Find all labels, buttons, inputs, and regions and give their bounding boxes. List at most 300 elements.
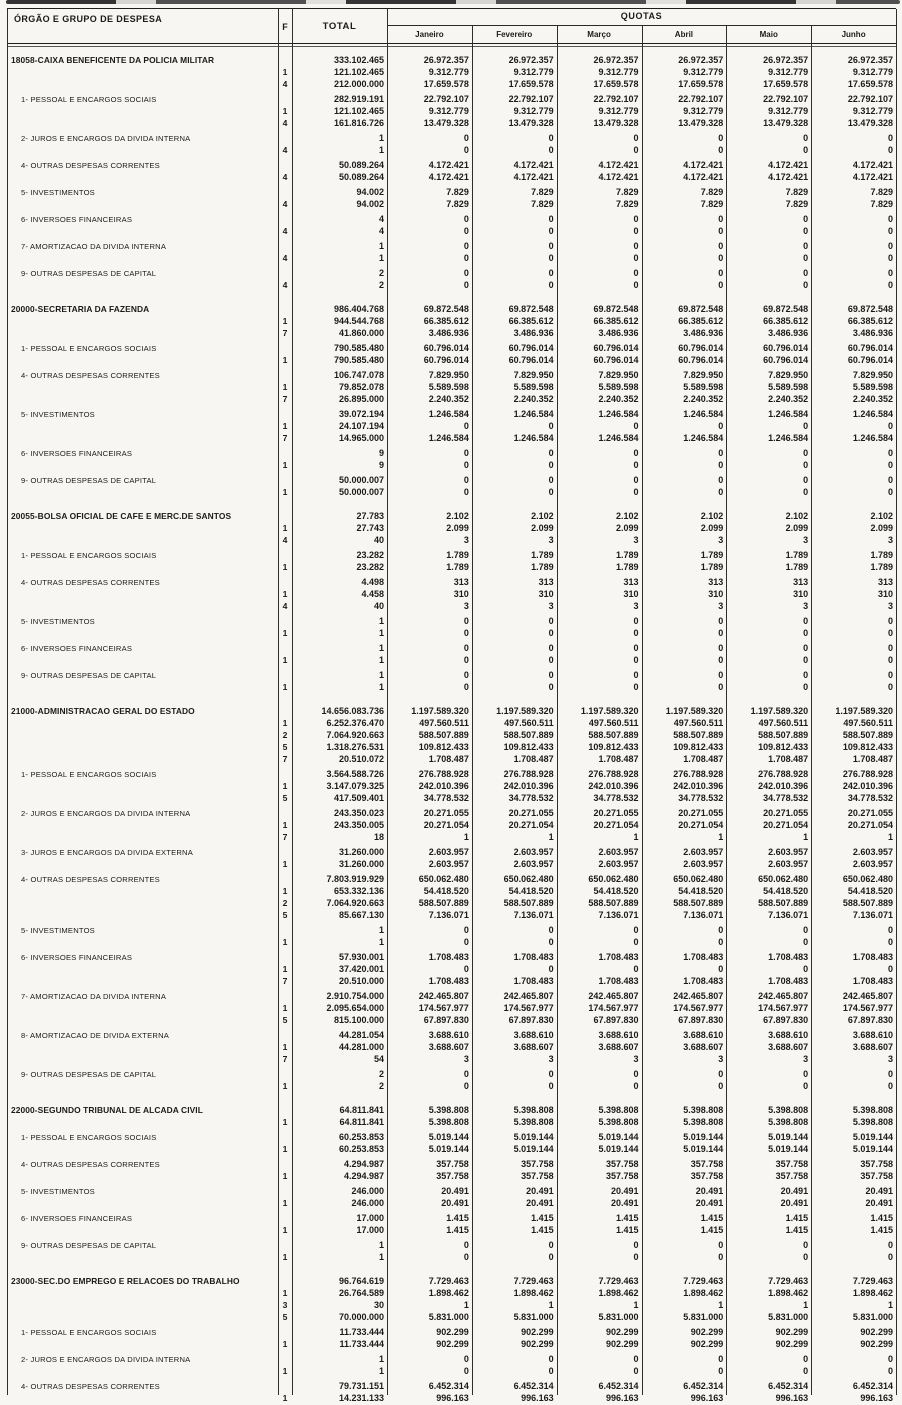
month-quota-cell: 7.729.463 (513, 1276, 554, 1286)
month-quota-cell: 1.898.462 (852, 1288, 893, 1298)
month-quota-cell: 0 (633, 253, 639, 263)
month-quota-cell: 0 (803, 682, 809, 692)
month-quota-cell: 276.788.928 (673, 769, 724, 779)
total-cell: 4 (378, 226, 384, 236)
month-quota-cell: 242.010.396 (418, 781, 469, 791)
month-quota-cell: 7.829 (700, 187, 724, 197)
budget-section (7, 1104, 896, 1263)
month-quota-cell: 1.789 (870, 550, 893, 560)
month-quota-cell: 0 (548, 1252, 554, 1262)
month-quota-cell: 4.172.421 (513, 160, 554, 170)
month-quota-cell: 588.507.889 (503, 730, 554, 740)
expense-group-label: 9- OUTRAS DESPESAS DE CAPITAL (21, 268, 157, 278)
total-cell: 1 (378, 670, 384, 680)
month-quota-cell: 20.491 (695, 1198, 724, 1208)
month-quota-cell: 0 (548, 616, 554, 626)
fund-code-cell: 1 (282, 382, 288, 392)
table-row (7, 420, 896, 432)
month-quota-cell: 2.603.957 (428, 859, 469, 869)
total-cell: 23.282 (356, 550, 384, 560)
table-row (7, 105, 896, 117)
month-quota-cell: 5.019.144 (513, 1144, 554, 1154)
month-quota-cell: 1.415 (446, 1213, 469, 1223)
month-quota-cell: 0 (718, 448, 724, 458)
total-cell: 26.764.589 (338, 1288, 384, 1298)
month-quota-cell: 174.567.977 (758, 1003, 809, 1013)
month-quota-cell: 7.829 (531, 199, 554, 209)
month-quota-cell: 3 (633, 1054, 639, 1064)
month-quota-cell: 276.788.928 (418, 769, 469, 779)
fund-code-cell: 4 (282, 535, 288, 545)
month-quota-cell: 313 (793, 577, 809, 587)
month-quota-cell: 6.452.314 (683, 1381, 724, 1391)
org-name: 22000-SEGUNDO TRIBUNAL DE ALCADA CIVIL (11, 1105, 203, 1115)
month-quota-cell: 7.729.463 (683, 1276, 724, 1286)
month-quota-cell: 7.829.950 (598, 370, 639, 380)
month-quota-cell: 0 (633, 682, 639, 692)
month-quota-cell: 242.465.807 (588, 991, 639, 1001)
month-quota-cell: 0 (718, 670, 724, 680)
month-quota-cell: 20.271.055 (423, 808, 469, 818)
month-quota-cell: 0 (633, 487, 639, 497)
table-row (7, 1053, 896, 1065)
month-quota-cell: 20.271.054 (678, 820, 724, 830)
table-row (7, 267, 896, 279)
month-quota-cell: 0 (887, 280, 893, 290)
month-quota-cell: 22.792.107 (423, 94, 469, 104)
fund-code-cell: 1 (282, 1042, 288, 1052)
column-header-orgao: ÓRGÃO E GRUPO DE DESPESA (14, 14, 163, 24)
fund-code-cell: 7 (282, 832, 288, 842)
fund-code-cell: 1 (282, 859, 288, 869)
month-quota-cell: 5.398.808 (428, 1105, 469, 1115)
month-quota-cell: 0 (633, 643, 639, 653)
month-quota-cell: 0 (633, 1354, 639, 1364)
month-quota-cell: 3 (548, 535, 554, 545)
month-quota-cell: 1.708.487 (428, 754, 469, 764)
month-quota-cell: 1.415 (531, 1225, 554, 1235)
table-row (7, 1338, 896, 1350)
month-quota-cell: 7.829 (870, 187, 893, 197)
month-quota-cell: 13.479.328 (423, 118, 469, 128)
month-quota-cell: 1.898.462 (598, 1288, 639, 1298)
month-quota-cell: 20.271.054 (508, 820, 554, 830)
month-quota-cell: 174.567.977 (842, 1003, 893, 1013)
table-row (7, 1185, 896, 1197)
month-quota-cell: 0 (633, 1069, 639, 1079)
month-quota-cell: 0 (633, 214, 639, 224)
month-quota-cell: 60.796.014 (593, 343, 639, 353)
total-cell: 94.002 (356, 199, 384, 209)
month-quota-cell: 0 (463, 1354, 469, 1364)
table-row (7, 1014, 896, 1026)
total-cell: 27.743 (356, 523, 384, 533)
column-header-f: F (282, 22, 288, 32)
month-quota-cell: 7.729.463 (428, 1276, 469, 1286)
table-row (7, 909, 896, 921)
fund-code-cell: 4 (282, 253, 288, 263)
expense-group-label: 2- JUROS E ENCARGOS DA DIVIDA INTERNA (21, 808, 191, 818)
total-cell: 30 (373, 1300, 384, 1310)
expense-group-label: 9- OUTRAS DESPESAS DE CAPITAL (21, 1240, 157, 1250)
month-quota-cell: 3.486.936 (683, 328, 724, 338)
month-quota-cell: 0 (718, 1252, 724, 1262)
month-quota-cell: 13.479.328 (763, 118, 809, 128)
table-row (7, 1311, 896, 1323)
month-quota-cell: 1.415 (785, 1225, 809, 1235)
month-quota-cell: 7.829 (615, 187, 639, 197)
month-quota-cell: 3.688.607 (598, 1042, 639, 1052)
table-row (7, 654, 896, 666)
month-quota-cell: 0 (548, 133, 554, 143)
month-quota-cell: 1.708.483 (513, 952, 554, 962)
month-quota-cell: 6.452.314 (598, 1381, 639, 1391)
total-cell: 79.731.151 (338, 1381, 384, 1391)
month-quota-cell: 4.172.421 (513, 172, 554, 182)
month-quota-cell: 0 (718, 964, 724, 974)
month-quota-cell: 5.831.000 (683, 1312, 724, 1322)
expense-group-label: 1- PESSOAL E ENCARGOS SOCIAIS (21, 550, 157, 560)
month-quota-cell: 109.812.433 (588, 742, 639, 752)
table-row (7, 486, 896, 498)
fund-code-cell: 4 (282, 601, 288, 611)
table-row (7, 729, 896, 741)
month-quota-cell: 2.102 (615, 511, 639, 521)
month-quota-cell: 0 (718, 214, 724, 224)
month-quota-cell: 0 (887, 1366, 893, 1376)
month-quota-cell: 174.567.977 (503, 1003, 554, 1013)
month-quota-cell: 0 (548, 1069, 554, 1079)
month-quota-cell: 0 (548, 925, 554, 935)
month-quota-cell: 1.789 (785, 550, 809, 560)
month-quota-cell: 67.897.830 (423, 1015, 469, 1025)
month-quota-cell: 0 (803, 133, 809, 143)
month-quota-cell: 310 (538, 589, 554, 599)
month-quota-cell: 0 (463, 475, 469, 485)
month-quota-cell: 5.831.000 (768, 1312, 809, 1322)
month-quota-cell: 2.603.957 (598, 847, 639, 857)
month-quota-cell: 60.796.014 (678, 355, 724, 365)
fund-code-cell: 5 (282, 793, 288, 803)
total-cell: 121.102.465 (333, 106, 384, 116)
month-quota-cell: 5.831.000 (852, 1312, 893, 1322)
month-quota-cell: 1.708.487 (768, 754, 809, 764)
month-quota-cell: 1.246.584 (428, 409, 469, 419)
month-quota-cell: 60.796.014 (508, 355, 554, 365)
month-quota-cell: 902.299 (521, 1327, 554, 1337)
month-quota-cell: 242.010.396 (503, 781, 554, 791)
month-quota-cell: 0 (718, 268, 724, 278)
table-row (7, 924, 896, 936)
month-quota-cell: 9.312.779 (598, 67, 639, 77)
month-quota-cell: 0 (803, 448, 809, 458)
month-quota-cell: 67.897.830 (678, 1015, 724, 1025)
month-quota-cell: 242.465.807 (758, 991, 809, 1001)
month-quota-cell: 0 (803, 655, 809, 665)
month-quota-cell: 0 (887, 616, 893, 626)
fund-code-cell: 1 (282, 1003, 288, 1013)
table-row (7, 1380, 896, 1392)
month-quota-cell: 22.792.107 (678, 94, 724, 104)
month-quota-cell: 20.491 (526, 1186, 554, 1196)
month-quota-cell: 0 (887, 655, 893, 665)
fund-code-cell: 4 (282, 145, 288, 155)
month-quota-cell: 5.589.598 (852, 382, 893, 392)
month-quota-cell: 1.197.589.320 (750, 706, 809, 716)
fund-code-cell: 7 (282, 1054, 288, 1064)
total-cell: 944.544.768 (333, 316, 384, 326)
table-row (7, 990, 896, 1002)
month-quota-cell: 34.778.532 (678, 793, 724, 803)
month-quota-cell: 1.708.483 (852, 976, 893, 986)
month-quota-cell: 26.972.357 (508, 55, 554, 65)
table-row (7, 252, 896, 264)
month-quota-cell: 9.312.779 (852, 67, 893, 77)
month-quota-cell: 1 (803, 832, 809, 842)
month-quota-cell: 0 (887, 253, 893, 263)
table-row (7, 627, 896, 639)
month-quota-cell: 7.829.950 (428, 370, 469, 380)
fund-code-cell: 2 (282, 898, 288, 908)
month-quota-cell: 0 (718, 280, 724, 290)
column-header-total: TOTAL (322, 21, 357, 32)
month-quota-cell: 5.019.144 (768, 1132, 809, 1142)
month-quota-cell: 0 (463, 937, 469, 947)
month-quota-cell: 2.603.957 (768, 847, 809, 857)
fund-code-cell: 2 (282, 730, 288, 740)
month-quota-cell: 497.560.511 (588, 718, 639, 728)
month-quota-cell: 0 (548, 268, 554, 278)
total-cell: 20.510.072 (338, 754, 384, 764)
month-quota-cell: 996.163 (775, 1393, 809, 1403)
month-quota-cell: 5.019.144 (513, 1132, 554, 1142)
month-quota-cell: 9.312.779 (683, 106, 724, 116)
month-quota-cell: 497.560.511 (504, 718, 554, 728)
fund-code-cell: 1 (282, 655, 288, 665)
month-quota-cell: 5.019.144 (768, 1144, 809, 1154)
month-quota-cell: 5.019.144 (852, 1144, 893, 1154)
month-quota-cell: 0 (633, 1252, 639, 1262)
month-quota-cell: 67.897.830 (847, 1015, 893, 1025)
month-quota-cell: 0 (803, 268, 809, 278)
month-quota-cell: 0 (718, 241, 724, 251)
month-quota-cell: 357.758 (860, 1171, 893, 1181)
month-quota-cell: 0 (887, 1069, 893, 1079)
month-quota-cell: 3.486.936 (428, 328, 469, 338)
month-quota-cell: 0 (887, 1252, 893, 1262)
month-quota-cell: 1 (548, 832, 554, 842)
month-quota-cell: 0 (548, 214, 554, 224)
table-row (7, 1029, 896, 1041)
table-row (7, 705, 896, 717)
table-row (7, 1041, 896, 1053)
month-quota-cell: 3.688.610 (428, 1030, 469, 1040)
month-quota-cell: 588.507.889 (758, 730, 809, 740)
month-quota-cell: 1.789 (531, 550, 554, 560)
month-quota-cell: 0 (633, 241, 639, 251)
month-quota-cell: 996.163 (690, 1393, 724, 1403)
fund-code-cell: 1 (282, 67, 288, 77)
month-quota-cell: 0 (718, 487, 724, 497)
total-cell: 3.147.079.325 (326, 781, 384, 791)
fund-code-cell: 5 (282, 742, 288, 752)
total-cell: 44.281.054 (338, 1030, 384, 1040)
month-quota-cell: 0 (463, 460, 469, 470)
month-quota-cell: 7.829 (870, 199, 893, 209)
month-quota-cell: 0 (463, 628, 469, 638)
fund-code-cell: 1 (282, 1225, 288, 1235)
month-quota-cell: 310 (453, 589, 469, 599)
month-quota-cell: 2.603.957 (598, 859, 639, 869)
fund-code-cell: 4 (282, 280, 288, 290)
table-row (7, 873, 896, 885)
month-quota-cell: 66.385.612 (847, 316, 893, 326)
total-cell: 1 (378, 1366, 384, 1376)
month-quota-cell: 69.872.548 (508, 304, 554, 314)
month-quota-cell: 3.688.610 (852, 1030, 893, 1040)
month-quota-cell: 0 (718, 616, 724, 626)
month-quota-cell: 1.708.483 (768, 976, 809, 986)
fund-code-cell: 1 (282, 781, 288, 791)
month-quota-cell: 13.479.328 (847, 118, 893, 128)
total-cell: 1 (378, 682, 384, 692)
total-cell: 1.318.276.531 (326, 742, 384, 752)
expense-group-label: 4- OUTRAS DESPESAS CORRENTES (21, 874, 160, 884)
total-cell: 1 (378, 1354, 384, 1364)
table-row (7, 447, 896, 459)
month-quota-cell: 0 (887, 628, 893, 638)
month-quota-cell: 357.758 (605, 1171, 639, 1181)
month-quota-cell: 4.172.421 (683, 172, 724, 182)
month-quota-cell: 7.136.071 (852, 910, 893, 920)
expense-group-label: 7- AMORTIZACAO DA DIVIDA INTERNA (21, 991, 167, 1001)
table-row (7, 327, 896, 339)
month-quota-cell: 1 (887, 832, 893, 842)
total-cell: 2 (378, 1069, 384, 1079)
month-quota-cell: 0 (463, 280, 469, 290)
total-cell: 79.852.078 (338, 382, 384, 392)
month-quota-cell: 5.398.808 (598, 1117, 639, 1127)
month-quota-cell: 67.897.830 (508, 1015, 554, 1025)
month-quota-cell: 1 (887, 1300, 893, 1310)
table-row (7, 858, 896, 870)
table-row (7, 198, 896, 210)
month-quota-cell: 0 (718, 421, 724, 431)
month-quota-cell: 1.789 (615, 562, 639, 572)
month-quota-cell: 276.788.928 (588, 769, 639, 779)
total-cell: 54 (373, 1054, 384, 1064)
expense-group-label: 1- PESSOAL E ENCARGOS SOCIAIS (21, 769, 157, 779)
month-quota-cell: 902.299 (436, 1327, 469, 1337)
expense-group-label: 1- PESSOAL E ENCARGOS SOCIAIS (21, 1327, 157, 1337)
month-quota-cell: 0 (463, 268, 469, 278)
table-row (7, 1365, 896, 1377)
month-quota-cell: 313 (623, 577, 639, 587)
month-quota-cell: 3.688.607 (768, 1042, 809, 1052)
month-quota-cell: 67.897.830 (763, 1015, 809, 1025)
month-quota-cell: 20.491 (865, 1198, 893, 1208)
month-quota-cell: 0 (548, 241, 554, 251)
month-quota-cell: 996.163 (860, 1393, 893, 1403)
total-cell: 6.252.376.470 (326, 718, 384, 728)
total-cell: 1 (378, 925, 384, 935)
month-quota-cell: 2.603.957 (852, 859, 893, 869)
month-quota-cell: 1.246.584 (513, 433, 554, 443)
month-quota-cell: 22.792.107 (763, 94, 809, 104)
total-cell: 653.332.136 (333, 886, 384, 896)
table-row (7, 588, 896, 600)
total-cell: 7.803.919.929 (326, 874, 384, 884)
month-quota-cell: 6.452.314 (428, 1381, 469, 1391)
column-header-month: Abril (674, 30, 694, 39)
expense-group-label: 5- INVESTIMENTOS (21, 187, 95, 197)
month-quota-cell: 6.452.314 (513, 1381, 554, 1391)
expense-group-label: 6- INVERSOES FINANCEIRAS (21, 643, 133, 653)
month-quota-cell: 0 (463, 133, 469, 143)
month-quota-cell: 4.172.421 (598, 172, 639, 182)
month-quota-cell: 3 (718, 535, 724, 545)
month-quota-cell: 497.560.511 (419, 718, 469, 728)
month-quota-cell: 7.729.463 (768, 1276, 809, 1286)
table-row (7, 642, 896, 654)
month-quota-cell: 1.898.462 (768, 1288, 809, 1298)
total-cell: 815.100.000 (333, 1015, 384, 1025)
table-row (7, 1251, 896, 1263)
month-quota-cell: 2.099 (785, 523, 809, 533)
fund-code-cell: 1 (282, 1081, 288, 1091)
month-quota-cell: 66.385.612 (593, 316, 639, 326)
total-cell: 1 (378, 1252, 384, 1262)
table-row (7, 1239, 896, 1251)
fund-code-cell: 1 (282, 421, 288, 431)
table-row (7, 1197, 896, 1209)
expense-group-label: 4- OUTRAS DESPESAS CORRENTES (21, 1381, 160, 1391)
total-cell: 417.509.401 (333, 793, 384, 803)
month-quota-cell: 5.398.808 (852, 1105, 893, 1115)
month-quota-cell: 26.972.357 (593, 55, 639, 65)
month-quota-cell: 650.062.480 (673, 874, 724, 884)
month-quota-cell: 0 (548, 1240, 554, 1250)
month-quota-cell: 7.136.071 (598, 910, 639, 920)
org-name: 23000-SEC.DO EMPREGO E RELACOES DO TRABALHO (11, 1276, 240, 1286)
total-cell: 333.102.465 (333, 55, 384, 65)
table-row (7, 600, 896, 612)
month-quota-cell: 1.708.483 (598, 952, 639, 962)
month-quota-cell: 0 (463, 241, 469, 251)
month-quota-cell: 5.019.144 (428, 1144, 469, 1154)
month-quota-cell: 276.788.928 (842, 769, 893, 779)
month-quota-cell: 5.019.144 (852, 1132, 893, 1142)
fund-code-cell: 1 (282, 1339, 288, 1349)
month-quota-cell: 0 (887, 643, 893, 653)
month-quota-cell: 1 (633, 1300, 639, 1310)
month-quota-cell: 0 (803, 937, 809, 947)
column-rule (642, 26, 643, 1395)
expense-group-label: 1- PESSOAL E ENCARGOS SOCIAIS (21, 343, 157, 353)
month-quota-cell: 0 (463, 682, 469, 692)
month-quota-cell: 54.418.520 (847, 886, 893, 896)
column-rule (472, 26, 473, 1395)
total-cell: 1 (378, 643, 384, 653)
expense-group-label: 6- INVERSOES FINANCEIRAS (21, 448, 133, 458)
month-quota-cell: 17.659.578 (423, 79, 469, 89)
month-quota-cell: 1.789 (700, 550, 724, 560)
table-row (7, 240, 896, 252)
total-cell: 11.733.444 (339, 1339, 384, 1349)
fund-code-cell: 7 (282, 394, 288, 404)
total-cell: 2 (378, 268, 384, 278)
month-quota-cell: 109.812.433 (842, 742, 893, 752)
